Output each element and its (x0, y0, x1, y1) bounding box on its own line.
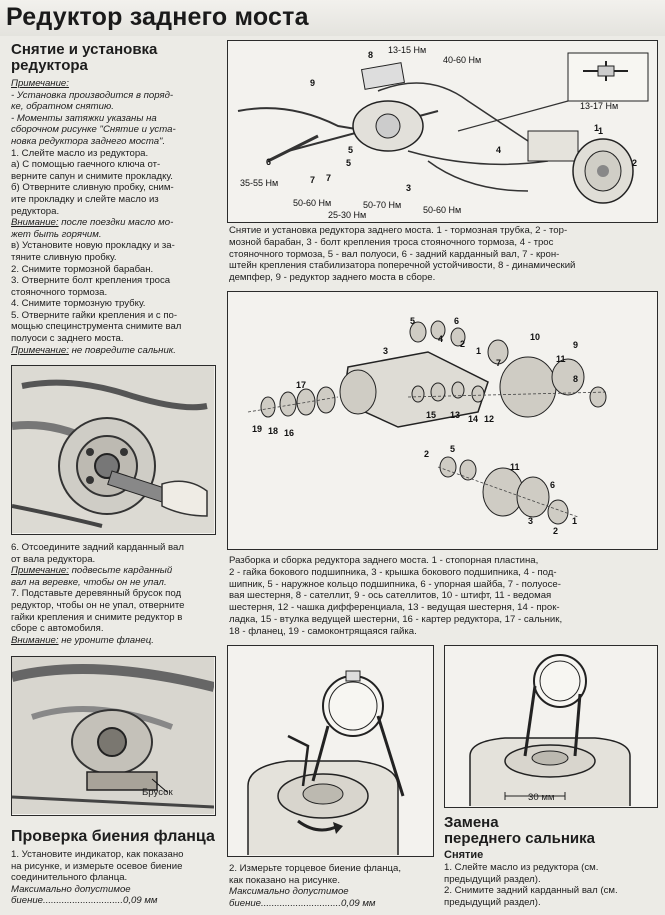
part-number: 5 (450, 444, 456, 454)
part-number: 2 (553, 526, 559, 536)
torque-label: 50-60 Нм (293, 198, 332, 208)
part-number: 19 (252, 424, 263, 434)
label-wooden-block: Брусок (142, 787, 173, 798)
torque-label: 35-55 Нм (240, 178, 279, 188)
part-number: 3 (383, 346, 389, 356)
part-number: 18 (268, 426, 279, 436)
photo-flange-removal (11, 365, 216, 535)
page-title: Редуктор заднего моста (6, 3, 309, 31)
exploded-view-gearbox (228, 292, 656, 548)
exploded-view-axle (228, 41, 656, 221)
part-number: 9 (310, 78, 316, 88)
section-title-removal: Снятие и установка редуктора (11, 41, 158, 74)
part-number: 3 (406, 183, 412, 193)
part-number: 17 (296, 380, 307, 390)
part-number: 6 (550, 480, 556, 490)
note-label: Примечание: (11, 344, 69, 356)
part-number: 1 (476, 346, 482, 356)
illustration-runout-measure (227, 645, 434, 857)
note-block-1: Примечание: - Установка производится в поряд- ке, обратном снятию. - Моменты затяжки указаны на сборочном рисунке "Снятие и уста- новка редуктора заднего моста". 1. Слейте масло из редуктора. а) С помощью гаечного ключа от- верните сапун и снимите прокладку. б) Отверните сливную пробку, сним- ите прокладку и слейте масло из редуктора. Внимание: после поездки масло мо- жет быть горячим. в) Установите новую прокладку и за- тяните сливную пробку. 2. Снимите тормозной барабан. 3. Отверните болт крепления троса стояночного тормоза. 4. Снимите тормозную трубку. 5. Отверните гайки крепления и с по- мощью специнструмента снимите вал полуоси с заднего моста. Примечание: не повредите сальник. (11, 78, 216, 356)
section-front-seal: Замена переднего сальника Снятие 1. Слейте масло из редуктора (см. предыдущий раздел). 2. Снимите задний карданный вал (см. предыдущий раздел). (444, 815, 659, 908)
illustration-seal-depth (444, 645, 658, 808)
middle-bottom-text: 2. Измерьте торцевое биение фланца, как показано на рисунке. Максимально допустимое биение..............................0,09 мм (229, 863, 402, 909)
diagram-gearbox-disassembly (227, 291, 658, 550)
dimension-label: 30 мм (528, 792, 555, 803)
note-label: Примечание: (11, 78, 69, 89)
part-number: 6 (266, 157, 272, 167)
left-column-middle: 6. Отсоедините задний карданный вал от вала редуктора. Примечание: подвесьте карданный вал на веревке, чтобы он не упал. 7. Подставьте деревянный брусок под редуктор, чтобы он не упал, отверните гайки крепления и снимите редуктор в сборе с автомобиля. Внимание: не уроните фланец. (11, 542, 185, 646)
part-number: 15 (426, 410, 437, 420)
diagram-axle-removal (227, 40, 658, 223)
torque-label: 40-60 Нм (443, 55, 482, 65)
torque-label: 50-70 Нм (363, 200, 402, 210)
left-column-top (11, 42, 216, 356)
part-number: 5 (346, 158, 352, 168)
part-number: 3 (528, 516, 534, 526)
part-number: 1 (594, 123, 600, 133)
part-number: 4 (496, 145, 502, 155)
caption-gearbox-disassembly: Разборка и сборка редуктора заднего моста. 1 - стопорная пластина, 2 - гайка бокового подшипника, 3 - крышка бокового подшипника, 4 - под- шипник, 5 - наружное кольцо подшипника, 6 - упорная шайба, 7 - полуосе- вая шестерня, 8 - сателлит, 9 - ось сателлитов, 10 - штифт, 11 - ведомая шестерня, 12 - чашка дифференциала, 13 - ведущая шестерня, 14 - прок- ладка, 15 - втулка ведущей шестерни, 16 - картер редуктора, 17 - сальник, 18 - фланец, 19 - самоконтрящаяся гайка. (229, 555, 563, 637)
part-number: 14 (468, 414, 479, 424)
torque-label: 50-60 Нм (423, 205, 462, 215)
part-number: 10 (530, 332, 541, 342)
torque-label: 25-30 Нм (328, 210, 367, 220)
photo-wooden-block (11, 656, 216, 816)
part-number: 7 (496, 358, 502, 368)
part-number: 7 (326, 173, 332, 183)
part-number: 2 (632, 158, 638, 168)
part-number: 2 (424, 449, 430, 459)
torque-label: 13-15 Нм (388, 45, 427, 55)
photo-illustration (12, 366, 214, 533)
part-number: 1 (598, 126, 604, 136)
section-flange-runout: Проверка биения фланца 1. Установите индикатор, как показано на рисунке, и измерьте осевое биение соединительного фланца. Максимально допустимое биение..............................0,09 мм (11, 829, 226, 907)
part-number: 1 (572, 516, 578, 526)
section-title-front-seal: Замена переднего сальника (444, 814, 595, 847)
part-number: 4 (438, 334, 444, 344)
section-title-flange-runout: Проверка биения фланца (11, 828, 215, 845)
note-label: Примечание: (11, 565, 69, 577)
part-number: 8 (573, 374, 579, 384)
part-number: 16 (284, 428, 295, 438)
warning-label: Внимание: (11, 217, 59, 229)
part-number: 6 (454, 316, 460, 326)
part-number: 11 (556, 354, 566, 364)
caption-axle-removal: Снятие и установка редуктора заднего моста. 1 - тормозная трубка, 2 - тор- мозной барабан, 3 - болт крепления троса стояночного тормоза, 4 - трос стояночного тормоза, 5 - вал полуоси, 6 - задний карданный вал, 7 - крон- штейн крепления стабилизатора поперечной устойчивости, 8 - динамический демпфер, 9 - редуктор заднего моста в сборе. (229, 225, 576, 284)
part-number: 11 (510, 462, 520, 472)
warning-label: Внимание: (11, 634, 59, 646)
part-number: 7 (310, 175, 316, 185)
torque-label: 13-17 Нм (580, 101, 619, 111)
subsection-title-removal: Снятие (444, 849, 484, 861)
seal-depth-illustration (445, 646, 656, 806)
part-number: 2 (460, 339, 466, 349)
dial-indicator-illustration (228, 646, 432, 855)
photo-illustration (12, 657, 214, 814)
part-number: 5 (410, 316, 416, 326)
part-number: 5 (348, 145, 354, 155)
part-number: 8 (368, 50, 374, 60)
part-number: 13 (450, 410, 461, 420)
part-number: 9 (573, 340, 579, 350)
part-number: 12 (484, 414, 495, 424)
